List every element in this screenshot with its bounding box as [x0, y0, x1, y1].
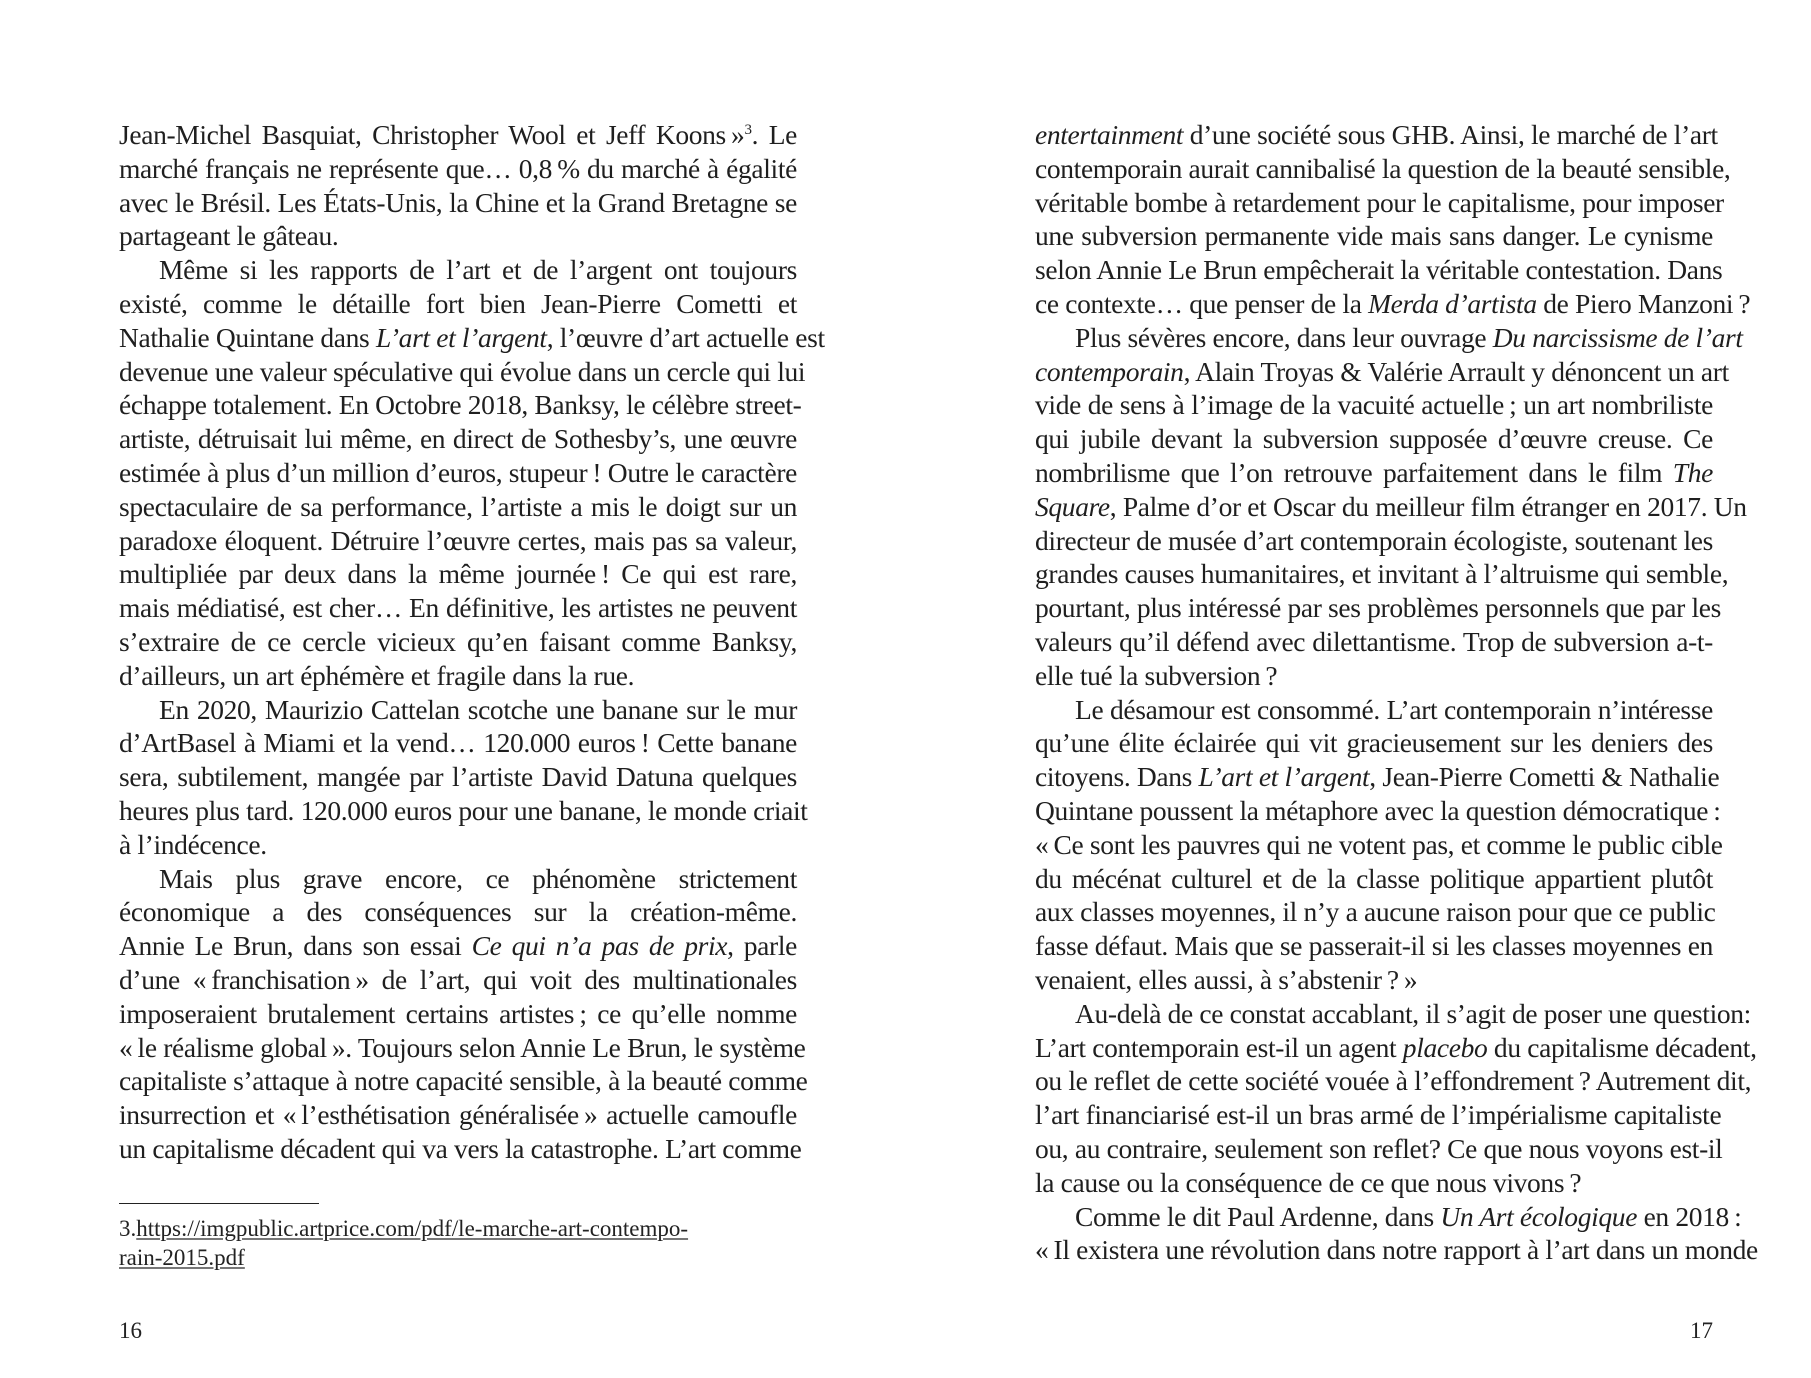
text-run: « Il existera une révolution dans notre rapport à l’art dans un monde [1035, 1234, 1758, 1266]
text-run: multipliée par deux dans la même journée ! Ce qui est rare, [119, 558, 797, 590]
text-line [119, 118, 797, 152]
footnote-reference[interactable]: 3 [744, 122, 752, 138]
text-run: économique a des conséquences sur la création-même. [119, 896, 797, 928]
text-run: pourtant, plus intéressé par ses problèmes personnels que par les [1035, 592, 1721, 624]
italic-title: Square [1035, 490, 1110, 522]
text-line [1035, 997, 1751, 1031]
text-line [119, 828, 797, 862]
text-run: « Ce sont les pauvres qui ne votent pas, et comme le public cible [1035, 828, 1723, 860]
text-run: la cause ou la conséquence de ce que nous vivons ? [1035, 1166, 1582, 1198]
text-run: l’art financiarisé est-il un bras armé de l’impérialisme capitaliste [1035, 1099, 1722, 1131]
text-line [119, 1098, 797, 1132]
italic-title: Merda d’artista [1368, 287, 1537, 319]
text-run: Même si les rapports de l’art et de l’argent ont toujours [159, 254, 797, 286]
italic-title: Du narcissisme de l’art [1492, 321, 1743, 353]
footnote-number: 3. [119, 1216, 137, 1241]
text-line [119, 422, 797, 456]
text-line [1035, 287, 1751, 321]
text-run: d’une société sous GHB. Ainsi, le marché de l’art [1183, 119, 1718, 150]
text-run: d’ailleurs, un art éphémère et fragile dans la rue. [119, 659, 635, 691]
text-line [119, 963, 797, 997]
italic-title: L’art et l’argent [375, 321, 547, 353]
footnote-separator [119, 1203, 319, 1204]
text-line [119, 591, 797, 625]
text-line [1035, 1098, 1722, 1132]
text-run: . Le [751, 119, 797, 150]
text-run: Le désamour est consommé. L’art contemporain n’intéresse [1075, 693, 1713, 725]
text-line [1035, 557, 1729, 591]
text-line [1035, 422, 1713, 456]
text-run: ce contexte… que penser de la [1035, 287, 1369, 319]
italic-title: Ce qui n’a pas de prix [471, 930, 728, 962]
text-line [1035, 625, 1713, 659]
footnote-link[interactable]: https://imgpublic.artprice.com/pdf/le-marche-art-contempo- rain-2015.pdf [119, 1216, 689, 1270]
text-line [119, 388, 802, 422]
text-line [119, 726, 797, 760]
text-run: selon Annie Le Brun empêcherait la véritable contestation. Dans [1035, 254, 1723, 286]
text-run: estimée à plus d’un million d’euros, stupeur ! Outre le caractère [119, 456, 797, 488]
text-line [1035, 1031, 1757, 1065]
text-run: à l’indécence. [119, 828, 267, 860]
text-line [1035, 1233, 1758, 1267]
text-run: une subversion permanente vide mais sans danger. Le cynisme [1035, 220, 1713, 252]
text-line [119, 625, 797, 659]
text-line [1035, 219, 1713, 253]
text-line [1035, 253, 1723, 287]
text-line [119, 355, 806, 389]
text-run: s’extraire de ce cercle vicieux qu’en faisant comme Banksy, [119, 625, 797, 657]
text-run: Mais plus grave encore, ce phénomène strictement [159, 862, 797, 894]
text-run: nombrilisme que l’on retrouve parfaitement dans le film [1035, 456, 1673, 488]
text-run: Nathalie Quintane dans [119, 321, 376, 353]
text-run: qu’une élite éclairée qui vit gracieusement sur les deniers des [1035, 727, 1713, 759]
text-line [1035, 388, 1713, 422]
italic-title: The [1672, 456, 1713, 488]
text-run: En 2020, Maurizio Cattelan scotche une banane sur le mur [159, 693, 797, 725]
text-line [119, 321, 825, 355]
text-line [1035, 794, 1721, 828]
text-run: Plus sévères encore, dans leur ouvrage [1075, 321, 1493, 353]
text-run: partageant le gâteau. [119, 220, 339, 252]
left-page-body [119, 118, 825, 1166]
text-line [1035, 591, 1721, 625]
text-run: d’une « franchisation » de l’art, qui voit des multinationales [119, 963, 797, 995]
text-line [119, 524, 797, 558]
text-run: artiste, détruisait lui même, en direct de Sothesby’s, une œuvre [119, 423, 797, 455]
text-run: sera, subtilement, mangée par l’artiste David Datuna quelques [119, 761, 797, 793]
text-line [1035, 524, 1713, 558]
text-line [1035, 1132, 1723, 1166]
text-line [119, 760, 797, 794]
text-run: Quintane poussent la métaphore avec la question démocratique : [1035, 794, 1721, 826]
text-line [1035, 186, 1724, 220]
italic-title: Un Art écologique [1440, 1200, 1638, 1232]
text-run: elle tué la subversion ? [1035, 659, 1278, 691]
text-line [119, 287, 797, 321]
text-line [1035, 355, 1729, 389]
text-line [1035, 726, 1713, 760]
text-run: , l’œuvre d’art actuelle est [546, 321, 825, 353]
text-line [119, 1132, 802, 1166]
text-run: grandes causes humanitaires, et invitant à l’altruisme qui semble, [1035, 558, 1729, 590]
text-run: L’art contemporain est-il un agent [1035, 1031, 1403, 1063]
text-line [119, 1064, 808, 1098]
text-line [1035, 321, 1743, 355]
italic-title: entertainment [1035, 119, 1184, 150]
text-line [119, 219, 797, 253]
text-line [1035, 1166, 1713, 1200]
text-run: avec le Brésil. Les États-Unis, la Chine et la Grand Bretagne se [119, 186, 797, 218]
text-line [119, 1031, 806, 1065]
text-line [1035, 760, 1720, 794]
text-line [1035, 963, 1713, 997]
text-run: directeur de musée d’art contemporain écologiste, soutenant les [1035, 524, 1713, 556]
text-line [1035, 929, 1713, 963]
text-run: du capitalisme décadent, [1487, 1031, 1757, 1063]
text-run: existé, comme le détaille fort bien Jean-Pierre Cometti et [119, 287, 797, 319]
text-line [1035, 828, 1723, 862]
text-line [119, 895, 797, 929]
text-line [1035, 895, 1716, 929]
text-line [119, 490, 797, 524]
text-run: d’ArtBasel à Miami et la vend… 120.000 euros ! Cette banane [119, 727, 797, 759]
text-line [1035, 1200, 1742, 1234]
text-line [1035, 1064, 1752, 1098]
text-run: , Alain Troyas & Valérie Arrault y dénoncent un art [1183, 355, 1729, 387]
text-run: marché français ne représente que… 0,8 % du marché à égalité [119, 152, 797, 184]
text-run: citoyens. Dans [1035, 761, 1199, 793]
text-run: en 2018 : [1637, 1200, 1742, 1232]
text-run: capitaliste s’attaque à notre capacité sensible, à la beauté comme [119, 1065, 808, 1097]
text-line [119, 693, 797, 727]
text-run: Jean-Michel Basquiat, Christopher Wool et Jeff Koons » [119, 119, 745, 150]
text-line [1035, 490, 1747, 524]
text-line [119, 186, 797, 220]
footnote [119, 1214, 809, 1272]
text-run: qui jubile devant la subversion supposée d’œuvre creuse. Ce [1035, 423, 1713, 455]
text-run: contemporain aurait cannibalisé la question de la beauté sensible, [1035, 152, 1731, 184]
text-line [119, 253, 797, 287]
italic-title: L’art et l’argent [1198, 761, 1370, 793]
text-line [119, 659, 797, 693]
text-run: de Piero Manzoni ? [1536, 287, 1751, 319]
text-run: échappe totalement. En Octobre 2018, Banksy, le célèbre street- [119, 389, 802, 421]
text-line [119, 794, 808, 828]
text-line [1035, 693, 1713, 727]
page-number-right: 17 [1690, 1318, 1713, 1343]
text-line [1035, 862, 1713, 896]
text-run: aux classes moyennes, il n’y a aucune raison pour que ce public [1035, 896, 1716, 928]
text-run: Annie Le Brun, dans son essai [119, 930, 472, 962]
text-line [119, 456, 797, 490]
italic-title: contemporain [1035, 355, 1184, 387]
text-run: , Jean-Pierre Cometti & Nathalie [1369, 761, 1720, 793]
text-run: , parle [727, 930, 797, 962]
text-run: du mécénat culturel et de la classe politique appartient plutôt [1035, 862, 1713, 894]
text-run: ou le reflet de cette société vouée à l’effondrement ? Autrement dit, [1035, 1065, 1752, 1097]
text-line [119, 557, 797, 591]
text-line [1035, 118, 1718, 152]
text-line [119, 929, 797, 963]
text-run: devenue une valeur spéculative qui évolue dans un cercle qui lui [119, 355, 806, 387]
right-page-body [1035, 118, 1758, 1267]
text-run: vide de sens à l’image de la vacuité actuelle ; un art nombriliste [1035, 389, 1713, 421]
text-run: imposeraient brutalement certains artistes ; ce qu’elle nomme [119, 997, 797, 1029]
text-run: un capitalisme décadent qui va vers la catastrophe. L’art comme [119, 1132, 802, 1164]
text-run: paradoxe éloquent. Détruire l’œuvre certes, mais pas sa valeur, [119, 524, 797, 556]
text-run: spectaculaire de sa performance, l’artiste a mis le doigt sur un [119, 490, 797, 522]
text-run: « le réalisme global ». Toujours selon Annie Le Brun, le système [119, 1031, 806, 1063]
text-run: mais médiatisé, est cher… En définitive, les artistes ne peuvent [119, 592, 797, 624]
text-run: ou, au contraire, seulement son reflet? Ce que nous voyons est-il [1035, 1132, 1723, 1164]
text-line [1035, 456, 1713, 490]
text-run: , Palme d’or et Oscar du meilleur film étranger en 2017. Un [1109, 490, 1747, 522]
text-line [119, 152, 797, 186]
text-run: fasse défaut. Mais que se passerait-il si les classes moyennes en [1035, 930, 1713, 962]
text-run: Au-delà de ce constat accablant, il s’agit de poser une question: [1075, 997, 1751, 1029]
text-line [1035, 659, 1713, 693]
text-run: insurrection et « l’esthétisation généralisée » actuelle camoufle [119, 1099, 797, 1131]
text-run: véritable bombe à retardement pour le capitalisme, pour imposer [1035, 186, 1724, 218]
italic-title: placebo [1402, 1031, 1488, 1063]
text-run: venaient, elles aussi, à s’abstenir ? » [1035, 963, 1418, 995]
text-line [119, 997, 797, 1031]
text-run: Comme le dit Paul Ardenne, dans [1075, 1200, 1441, 1232]
page-number-left: 16 [119, 1318, 142, 1343]
text-line [119, 862, 797, 896]
text-line [1035, 152, 1731, 186]
text-run: valeurs qu’il défend avec dilettantisme. Trop de subversion a-t- [1035, 625, 1713, 657]
text-run: heures plus tard. 120.000 euros pour une banane, le monde criait [119, 794, 808, 826]
